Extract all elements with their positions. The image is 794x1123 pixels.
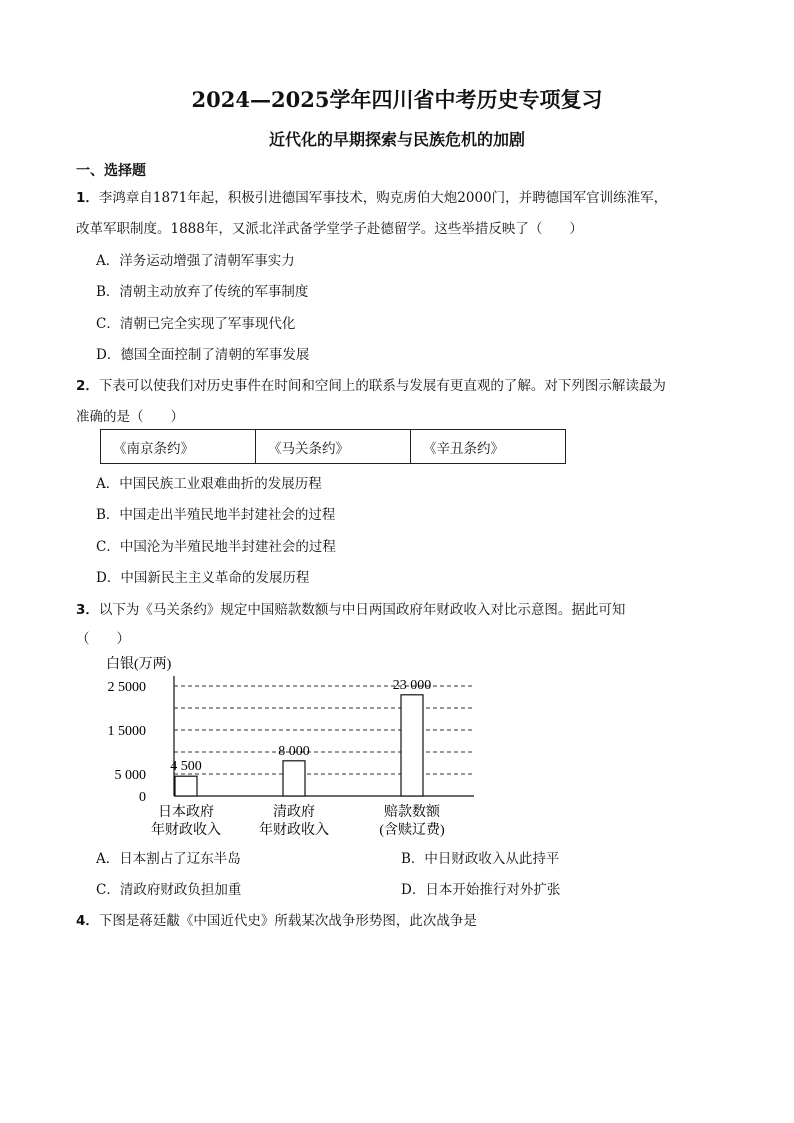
question-3-option-c[interactable]: C．清政府财政负担加重 [96,882,242,898]
question-1-option-a[interactable]: A．洋务运动增强了清朝军事实力 [96,253,295,269]
question-2-option-c[interactable]: C．中国沦为半殖民地半封建社会的过程 [96,539,336,555]
x-tick-label: 清政府 [273,805,315,820]
treaty-cell-maguan: 《马关条约》 [256,430,411,464]
question-2-line-1 [76,374,666,394]
y-tick-label: 1 5000 [107,724,146,739]
question-1-option-c[interactable]: C．清朝已完全实现了军事现代化 [96,316,296,332]
question-2-number: 2． [76,378,99,394]
bar [283,761,305,796]
x-tick-label: 年财政收入 [151,823,221,838]
treaty-table [100,429,566,464]
question-3-option-b[interactable]: B．中日财政收入从此持平 [401,851,560,867]
y-tick-label: 2 5000 [107,680,146,695]
bar [175,776,197,796]
bar-value-label: 8 000 [278,743,310,759]
question-3-line-1 [76,598,625,618]
question-1-text: 李鸿章自1871年起，积极引进德国军事技术，购克虏伯大炮2000门，并聘德国军官训练淮军， [98,190,668,206]
question-1-option-d[interactable]: D．德国全面控制了清朝的军事发展 [96,347,310,363]
page-title: 2024—2025学年四川省中考历史专项复习 [191,87,603,112]
x-tick-label: 年财政收入 [259,823,329,838]
page-subtitle: 近代化的早期探索与民族危机的加剧 [268,130,525,149]
reparation-comparison-chart [98,650,488,842]
y-tick-label: 0 [139,790,146,805]
treaty-cell-nanjing: 《南京条约》 [101,430,256,464]
question-3-option-a[interactable]: A．日本割占了辽东半岛 [96,851,241,867]
question-2-option-b[interactable]: B．中国走出半殖民地半封建社会的过程 [96,507,336,523]
bar [401,695,423,796]
question-3-text: 以下为《马关条约》规定中国赔款数额与中日两国政府年财政收入对比示意图。据此可知 [98,602,626,618]
question-4-number: 4． [76,913,99,929]
x-tick-label: (含赎辽费) [379,823,445,838]
question-4-text: 下图是蒋廷黻《中国近代史》所载某次战争形势图，此次战争是 [98,913,477,929]
question-1-line-2: 改革军职制度。1888年，又派北洋武备学堂学子赴德留学。这些举措反映了（ ） [76,221,583,237]
question-2-text: 下表可以使我们对历史事件在时间和空间上的联系与发展有更直观的了解。对下列图示解读最为 [98,378,666,394]
treaty-cell-xinchou: 《辛丑条约》 [411,430,566,464]
question-1-line-1 [76,186,667,206]
section-heading: 一、选择题 [76,163,146,179]
question-3-line-2: （ ） [76,631,130,647]
bar-value-label: 23 000 [392,677,432,693]
question-2-option-d[interactable]: D．中国新民主主义革命的发展历程 [96,570,310,586]
y-axis-label: 白银(万两) [106,657,172,672]
question-3-option-d[interactable]: D．日本开始推行对外扩张 [401,882,561,898]
question-1-option-b[interactable]: B．清朝主动放弃了传统的军事制度 [96,284,309,300]
x-tick-label: 赔款数额 [384,805,440,820]
y-tick-label: 5 000 [114,768,146,783]
question-2-option-a[interactable]: A．中国民族工业艰难曲折的发展历程 [96,476,322,492]
question-1-number: 1． [76,190,99,206]
question-2-line-2: 准确的是（ ） [76,409,184,425]
bar-value-label: 4 500 [170,759,202,775]
question-3-number: 3． [76,602,99,618]
question-4-line-1 [76,909,477,929]
x-tick-label: 日本政府 [158,805,214,820]
